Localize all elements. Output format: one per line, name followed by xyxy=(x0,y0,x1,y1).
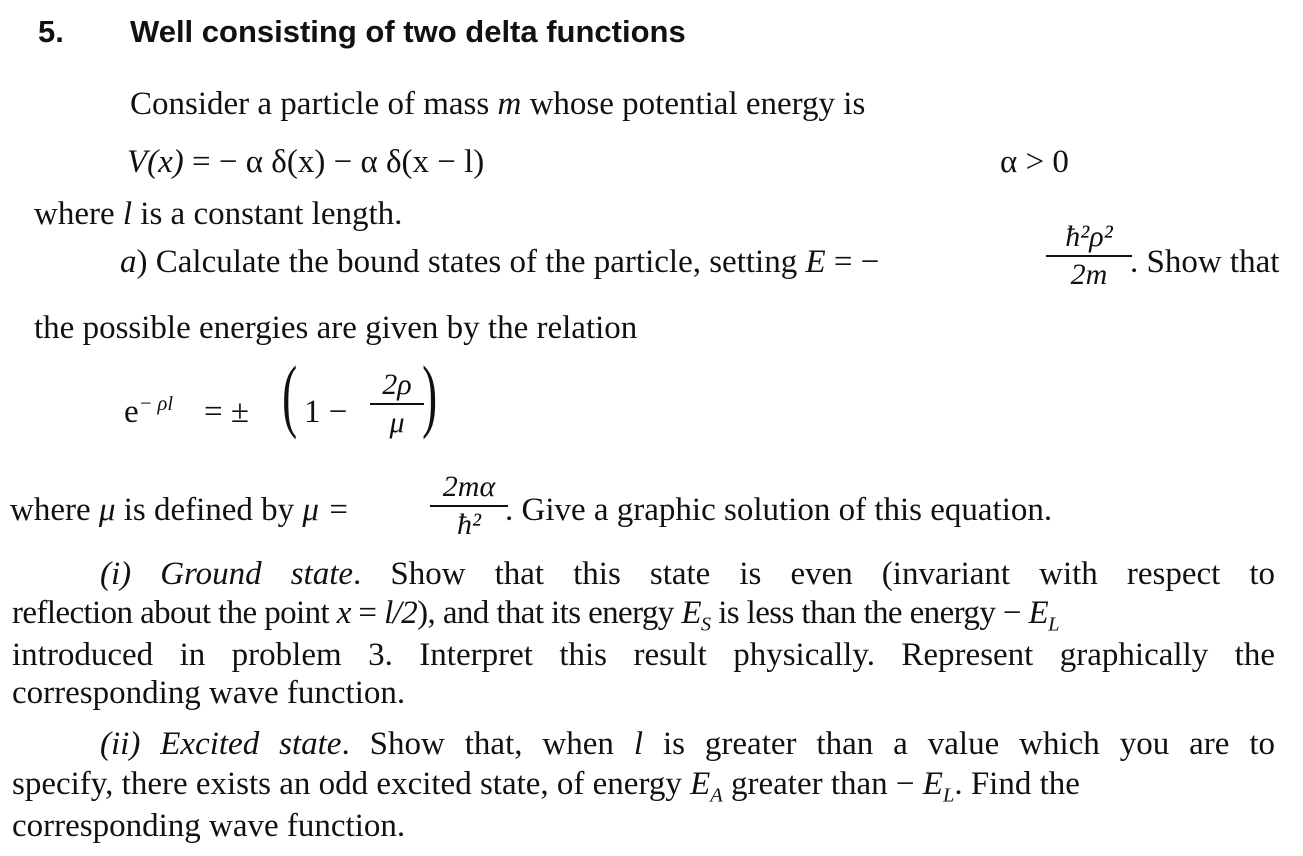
mu-definition-line: where μ is defined by μ = xyxy=(10,492,350,528)
ground-state-line-1: (i) Ground state. Show that this state is even (invariant with respect to xyxy=(100,556,1275,592)
mu-fraction: 2mα ħ² xyxy=(430,472,508,540)
ground-state-line-4: corresponding wave function. xyxy=(12,675,406,711)
problem-number: 5. xyxy=(38,14,64,49)
excited-state-line-1: (ii) Excited state. Show that, when l is greater than a value which you are to xyxy=(100,726,1276,762)
excited-state-line-3: corresponding wave function. xyxy=(12,808,406,844)
part-a-line: a) Calculate the bound states of the particle, setting E = − xyxy=(120,244,880,280)
ground-state-line-2: reflection about the point x = l/2), and that its energy $E_S$ is less than the energy − $E_L$ xyxy=(12,595,1059,636)
potential-equation: V(x) = − α δ(x) − α δ(x − l) xyxy=(127,144,485,180)
rho-fraction: 2ρ μ xyxy=(370,370,424,438)
problem-title: Well consisting of two delta functions xyxy=(130,14,686,49)
relation-lhs: $e^{- \rho l}$ xyxy=(124,393,174,430)
ground-state-line-3: introduced in problem 3. Interpret this result physically. Represent graphically the xyxy=(12,637,1275,673)
graphic-solution: . Give a graphic solution of this equation. xyxy=(505,492,1053,528)
right-paren: ) xyxy=(422,349,438,440)
possible-energies-line: the possible energies are given by the relation xyxy=(34,310,638,346)
relation-one-minus: 1 − xyxy=(304,394,348,430)
excited-state-line-2: specify, there exists an odd excited state, of energy $E_A$ greater than − $E_L$. Find the xyxy=(12,766,1080,807)
where-l-line: where l is a constant length. xyxy=(34,196,403,232)
energy-fraction: ħ²ρ² 2m xyxy=(1046,222,1132,290)
alpha-condition: α > 0 xyxy=(1000,144,1069,180)
left-paren: ( xyxy=(282,349,298,440)
relation-mid: = ± xyxy=(204,394,249,430)
intro-line: Consider a particle of mass m whose potential energy is xyxy=(130,86,866,122)
show-that: . Show that xyxy=(1130,244,1280,280)
